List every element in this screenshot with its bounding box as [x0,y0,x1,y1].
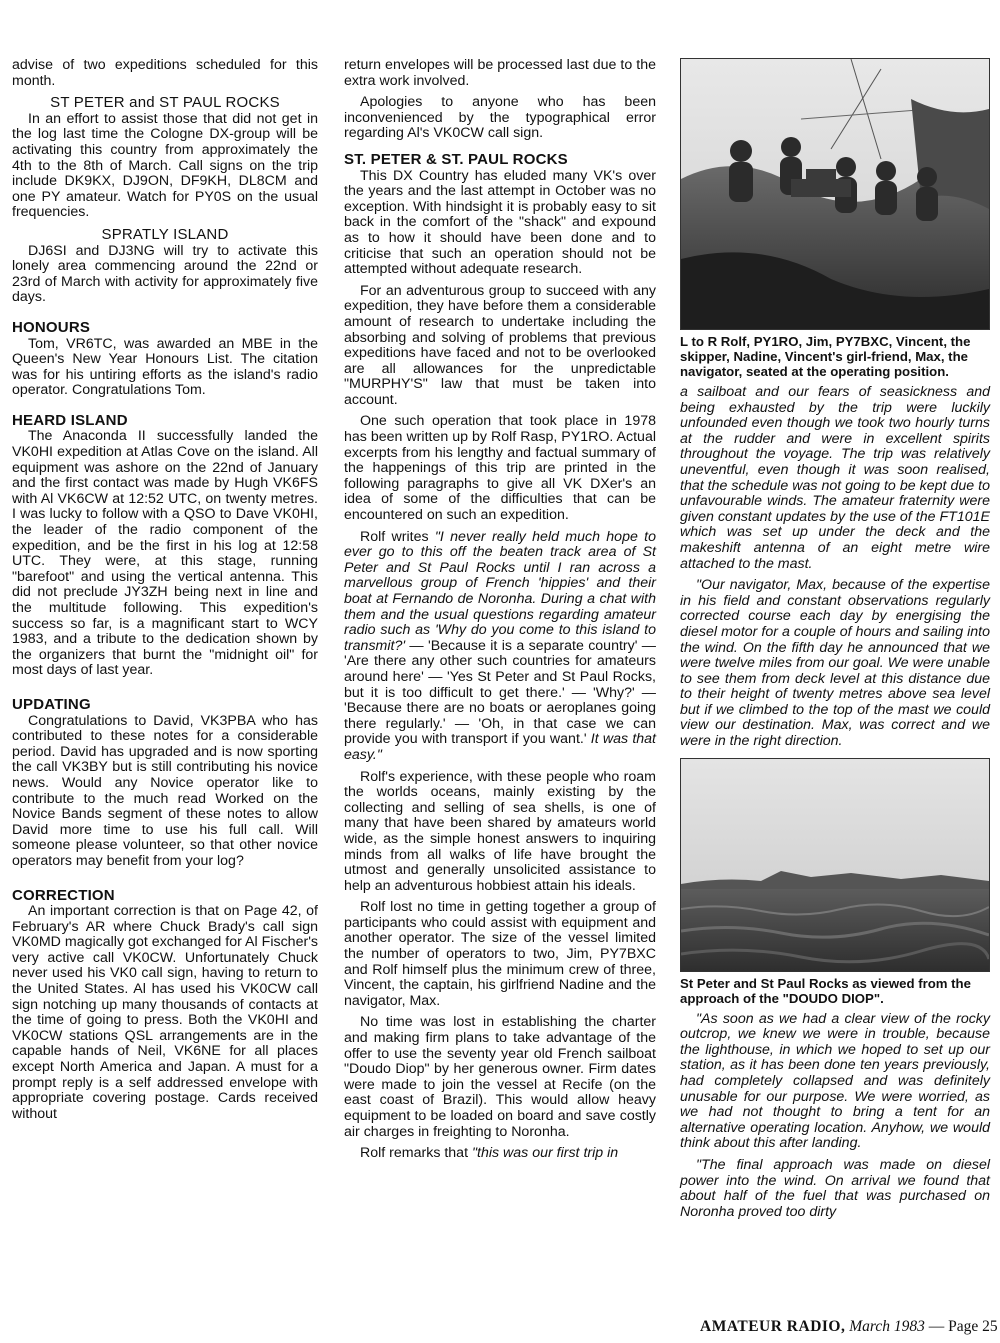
paragraph: An important correction is that on Page 42, of February's AR where Chuck Brady's call sign VK0MD magically got exchanged for Al Fischer's very active call VK0CW. Unfortunately Chuck never used his VK0 call sign, having to return to the United States. Al has used his VK0CW call sign notching up many thousands of contacts at the time of going to press. Both the VK0HI and VK0CW stations QSL arrangements are in the capable hands of Neil, VK6NE for all places except North America and Japan. A must for a prompt reply is a self addressed envelope with appropriate covering postage. Cards received without [12,903,318,1122]
text-run: Rolf writes [360,528,435,545]
paragraph: Apologies to anyone who has been inconvenienced by the typographical error regarding Al's VK0CW call sign. [344,94,656,142]
quote-italic: "this was our first trip in [471,1145,619,1162]
paragraph: This DX Country has eluded many VK's over the years and the last attempt in October was no exception. With hindsight it is probably easy to sit back in the comfort of the "shack" and expound as to how it should have been done and to criticise that such an operation should not be attempted without adequate research. [344,167,656,278]
issue-date: March 1983 [849,1318,925,1335]
paragraph: return envelopes will be processed last due to the extra work involved. [344,57,656,89]
paragraph: "The final approach was made on diesel power into the wind. On arrival we found that about half of the fuel that was purchased on Noronha proved too dirty [680,1157,990,1220]
heading-honours: HONOURS [12,318,91,336]
paragraph: No time was lost in establishing the charter and making firm plans to take advantage of the offer to use the seventy year old French sailboat "Doudo Diop" by her generous owner. Firm dates were made to join the vessel at Recife (on the east coast of Brazil). This would allow heavy equipment to be loaded on board and save costly air charges in freighting to Noronha. [344,1014,656,1140]
paragraph: advise of two expeditions scheduled for this month. [12,57,318,89]
column-2 [344,58,656,1168]
rocks-photo-image [681,759,989,971]
photo-rocks-from-sea [680,758,990,972]
page-footer [700,1318,998,1336]
footer-dash: — [928,1318,945,1335]
column-3 [680,58,990,1226]
magazine-name: AMATEUR RADIO, [700,1318,846,1335]
paragraph [344,530,656,764]
photo-expedition-crew [680,58,990,330]
text-run: Rolf remarks that [360,1145,472,1162]
paragraph: DJ6SI and DJ3NG will try to activate this lonely area commencing around the 22nd or 23rd of March with activity for approximately five days. [12,242,318,306]
paragraph: "As soon as we had a clear view of the rocky outcrop, we knew we were in trouble, because the lighthouse, in which we hoped to set up our station, as it has been done ten years previously, had completely collapsed and was definitely unusable for our purpose. We were worried, as we had not thought to bring a tent for an alternative operating location. Anyhow, we would think about this after landing. [680,1010,990,1152]
heading-updating: UPDATING [12,695,91,713]
subheading-spratly: SPRATLY ISLAND [101,225,229,243]
heading-heard-island: HEARD ISLAND [12,411,128,429]
quote-italic: "I never really held much hope to ever go to this off the beaten track area of St Peter and St Paul Rocks until I ran across a marvellous group of French 'hippies' and their boat at Fernando de Noronha. During a chat with them and the usual questions regarding amateur radio such as 'Why do you come to this island to transmit?' [344,528,656,654]
photo-caption-crew: L to R Rolf, PY1RO, Jim, PY7BXC, Vincent, the skipper, Nadine, Vincent's girl-friend, Max, the navigator, seated at the operating position. [680,334,971,379]
paragraph: One such operation that took place in 1978 has been written up by Rolf Rasp, PY1RO. Actual excerpts from his lengthy and factual summary of the happenings of this trip are printed in the following paragraphs to give all VK DXer's an idea of some of the difficulties that can be encountered on such an expedition. [344,413,656,524]
heading-st-peter-st-paul: ST. PETER & ST. PAUL ROCKS [344,150,568,168]
paragraph: In an effort to assist those that did not get in the log last time the Cologne DX-group will be activating this country from approximately the 4th to the 8th of March. Call signs on the trip include DK9KX, DJ9ON, DF9KH, DL8CM and one PY amateur. Watch for PY0S on the usual frequencies. [12,110,318,221]
photo-caption-rocks: St Peter and St Paul Rocks as viewed from the approach of the "DOUDO DIOP". [680,975,971,1006]
paragraph: The Anaconda II successfully landed the VK0HI expedition at Atlas Cove on the island. All equipment was ashore on the 22nd of January and the first contact was made by Hugh VK6FS with Al VK6CW at 12:52 UTC, on twenty metres. I was lucky to follow with a QSO to Dave VK0HI, the leader of the radio component of the expedition, and be the first in his log at 12:58 UTC. They were, at this stage, running "barefoot" and using the vertical antenna. This did not preclude JY3ZH being next in line and the multitude following. This expedition's success so far, is a magnificant start to WCY 1983, and a tribute to the dedication shown by the organizers that burnt the "midnight oil" for most days of last year. [12,428,318,679]
paragraph: Rolf's experience, with these people who roam the worlds oceans, mainly existing by the collecting and selling of sea shells, is one of many that have been shared by amateurs world wide, as the simple honest answers to inquiring minds from all walks of life have brought the utmost and generally unsolicited assistance to help an adventurous hobbiest attain his ideals. [344,768,656,894]
subheading-st-peter: ST PETER and ST PAUL ROCKS [50,94,280,112]
paragraph: Congratulations to David, VK3PBA who has contributed to these notes for a considerable period. David has upgraded and is now sporting the call VK3BY but is still contributing his novice news. Would any Novice operator like to contribute to the much read Worked on the Novice Bands segment of these notes to allow David more time to use his full call. Will someone please volunteer, so that other novice operators may benefit from your log? [12,712,318,869]
italic-quote-block [680,1012,990,1221]
quote-italic: It was that easy." [344,731,656,763]
page-number: Page 25 [948,1318,998,1335]
column-1 [12,58,318,1128]
paragraph [344,1146,656,1162]
heading-correction: CORRECTION [12,886,115,904]
paragraph: a sailboat and our fears of seasickness and being exhausted by the trip were luckily unfounded even though we took two hourly turns at the rudder and were in excellent spirits throughout the voyage. The trip was relatively uneventful, even though it was soon realised, that the schedule was not going to be kept due to unfavourable winds. The amateur fraternity were given constant updates by the use of the FT101E which was set up under the deck and the makeshift antenna of an eight metre wire attached to the mast. [680,384,990,572]
paragraph: Tom, VR6TC, was awarded an MBE in the Queen's New Year Honours List. The citation was for his untiring efforts as the island's radio operator. Congratulations Tom. [12,335,318,399]
paragraph: "Our navigator, Max, because of the expertise in his field and constant observations regularly corrected course each day by energising the diesel motor for a couple of hours and sailing into the wind. On the fifth day he announced that we were twelve miles from our goal. We were unable to see them from deck level at this distance due to their height of twenty metres above sea level but if we climbed to the top of the mast we could view our destination. Max, was correct and we were in the right direction. [680,577,990,750]
paragraph: Rolf lost no time in getting together a group of participants who could assist with equipment and another operator. The size of the vessel limited the number of operators to two, Jim, PY7BXC and Rolf himself plus the minimum crew of three, Vincent, the captain, his girlfriend Nadine and the navigator, Max. [344,899,656,1009]
crew-photo-image [681,59,989,329]
paragraph: For an adventurous group to succeed with any expedition, they have before them a considerable amount of research to undertake including the absorbing and solving of problems that previous expeditions have faced and not to be overlooked are all allowances for the unpredictable "MURPHY'S" law that must be taken into account. [344,282,656,408]
italic-quote-block [680,385,990,750]
text-run: — 'Because it is a separate country' — 'Are there any other such countries for amateurs around here' — 'Yes St Peter and St Paul Rocks, but it is too difficult to get there.' — 'Why?' — 'Because there are no boats or aeroplanes going there regularly.' — 'Oh, in that case we can provide you with transport if you want.' [344,637,656,748]
